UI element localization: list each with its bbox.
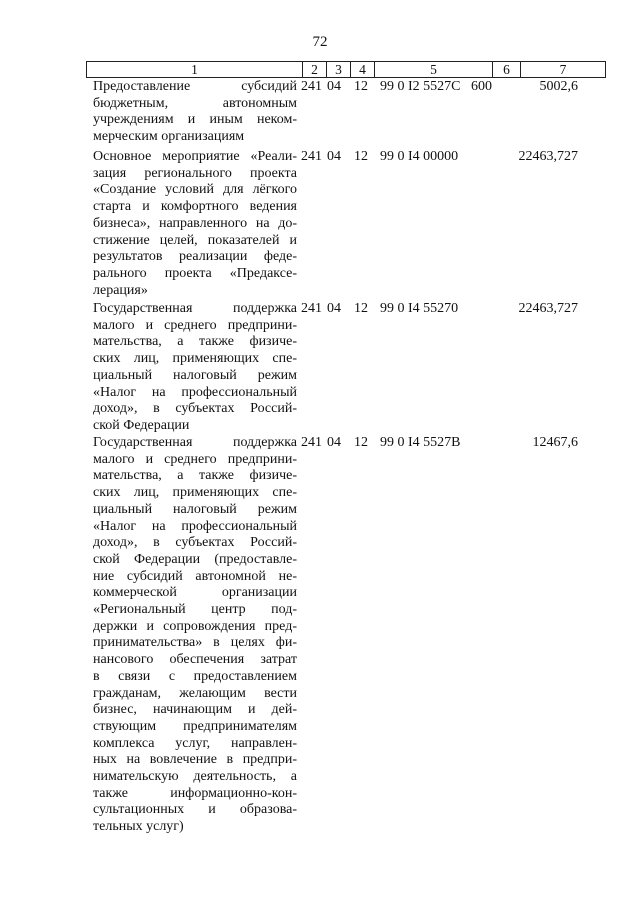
cell-target-article: 99 0 I4 00000 — [380, 149, 459, 164]
description-line: старта и комфортного ведения — [93, 199, 297, 215]
description-line: «Региональный центр под- — [93, 602, 297, 618]
cell-target-article: 99 0 I4 55270 — [380, 301, 459, 316]
cell-expense-type: 600 — [471, 79, 492, 94]
header-col-7: 7 — [520, 62, 605, 77]
cell-code-admin: 241 — [301, 79, 322, 94]
description-line: мательства, а также физиче- — [93, 334, 297, 350]
description-line: рального проекта «Предаксе- — [93, 265, 297, 281]
row-description — [93, 301, 297, 435]
description-line: нимательскую деятельность, а — [93, 769, 297, 785]
cell-subsection: 12 — [354, 435, 368, 450]
description-line: лерация» — [93, 282, 148, 298]
description-line: в связи с предоставлением — [93, 668, 297, 684]
header-col-1: 1 — [191, 62, 198, 77]
description-line: также информационно-кон- — [93, 785, 297, 801]
description-line: малого и среднего предприни- — [93, 317, 297, 333]
cell-section: 04 — [327, 435, 341, 450]
row-description — [93, 79, 297, 146]
header-col-5: 5 — [374, 62, 492, 77]
description-line: учреждениям и иным неком- — [93, 112, 297, 128]
description-line: ных на вовлечение в предпри- — [93, 752, 297, 768]
description-line: «Создание условий для лёгкого — [93, 182, 297, 198]
cell-amount: 22463,727 — [518, 301, 578, 316]
description-line: циальный налоговый режим — [93, 367, 297, 383]
cell-amount: 12467,6 — [532, 435, 578, 450]
description-line: бизнес, начинающим и дей- — [93, 702, 297, 718]
description-line: Основное мероприятие «Реали- — [93, 149, 297, 164]
description-line: гражданам, желающим вести — [93, 685, 297, 701]
cell-amount: 5002,6 — [539, 79, 578, 94]
description-line: принимательства» в целях фи- — [93, 635, 297, 651]
description-line: комплекса услуг, направлен- — [93, 735, 297, 751]
description-line: Предоставление субсидий — [93, 79, 297, 94]
description-line: коммерческой организации — [93, 585, 297, 601]
cell-section: 04 — [327, 149, 341, 164]
page-number: 72 — [312, 34, 328, 50]
description-line: малого и среднего предприни- — [93, 451, 297, 467]
description-line: Государственная поддержка — [93, 435, 297, 450]
description-line: ние субсидий автономной не- — [93, 568, 297, 584]
description-line: нансового обеспечения затрат — [93, 652, 297, 668]
description-line: держки и сопровождения пред- — [93, 618, 297, 634]
header-col-6: 6 — [492, 62, 520, 77]
description-line: стижение целей, показателей и — [93, 232, 297, 248]
description-line: ских лиц, применяющих спе- — [93, 351, 297, 367]
cell-subsection: 12 — [354, 301, 368, 316]
table-header — [86, 61, 606, 78]
description-line: ских лиц, применяющих спе- — [93, 485, 297, 501]
cell-code-admin: 241 — [301, 301, 322, 316]
description-line: циальный налоговый режим — [93, 501, 297, 517]
description-line: «Налог на профессиональный — [93, 384, 297, 400]
cell-amount: 22463,727 — [518, 149, 578, 164]
cell-subsection: 12 — [354, 79, 368, 94]
description-line: тельных услуг) — [93, 819, 184, 835]
row-description — [93, 435, 297, 836]
description-line: доход», в субъектах Россий- — [93, 401, 297, 417]
cell-subsection: 12 — [354, 149, 368, 164]
row-description — [93, 149, 297, 299]
description-line: ствующим предпринимателям — [93, 718, 297, 734]
description-line: бюджетным, автономным — [93, 95, 297, 111]
description-line: «Налог на профессиональный — [93, 518, 297, 534]
description-line: результатов реализации феде- — [93, 249, 297, 265]
cell-target-article: 99 0 I4 5527В — [380, 435, 461, 450]
description-line: доход», в субъектах Россий- — [93, 535, 297, 551]
description-line: Государственная поддержка — [93, 301, 297, 316]
description-line: мательства, а также физиче- — [93, 468, 297, 484]
header-col-2: 2 — [302, 62, 326, 77]
description-line: ской Федерации (предоставле- — [93, 551, 297, 567]
cell-code-admin: 241 — [301, 435, 322, 450]
cell-target-article: 99 0 I2 5527С — [380, 79, 461, 94]
description-line: мерческим организациям — [93, 129, 245, 145]
cell-section: 04 — [327, 79, 341, 94]
description-line: бизнеса», направленного на до- — [93, 215, 297, 231]
header-col-4: 4 — [350, 62, 374, 77]
cell-section: 04 — [327, 301, 341, 316]
header-col-3: 3 — [326, 62, 350, 77]
description-line: зация регионального проекта — [93, 165, 297, 181]
description-line: ской Федерации — [93, 417, 190, 433]
cell-code-admin: 241 — [301, 149, 322, 164]
description-line: сультационных и образова- — [93, 802, 297, 818]
